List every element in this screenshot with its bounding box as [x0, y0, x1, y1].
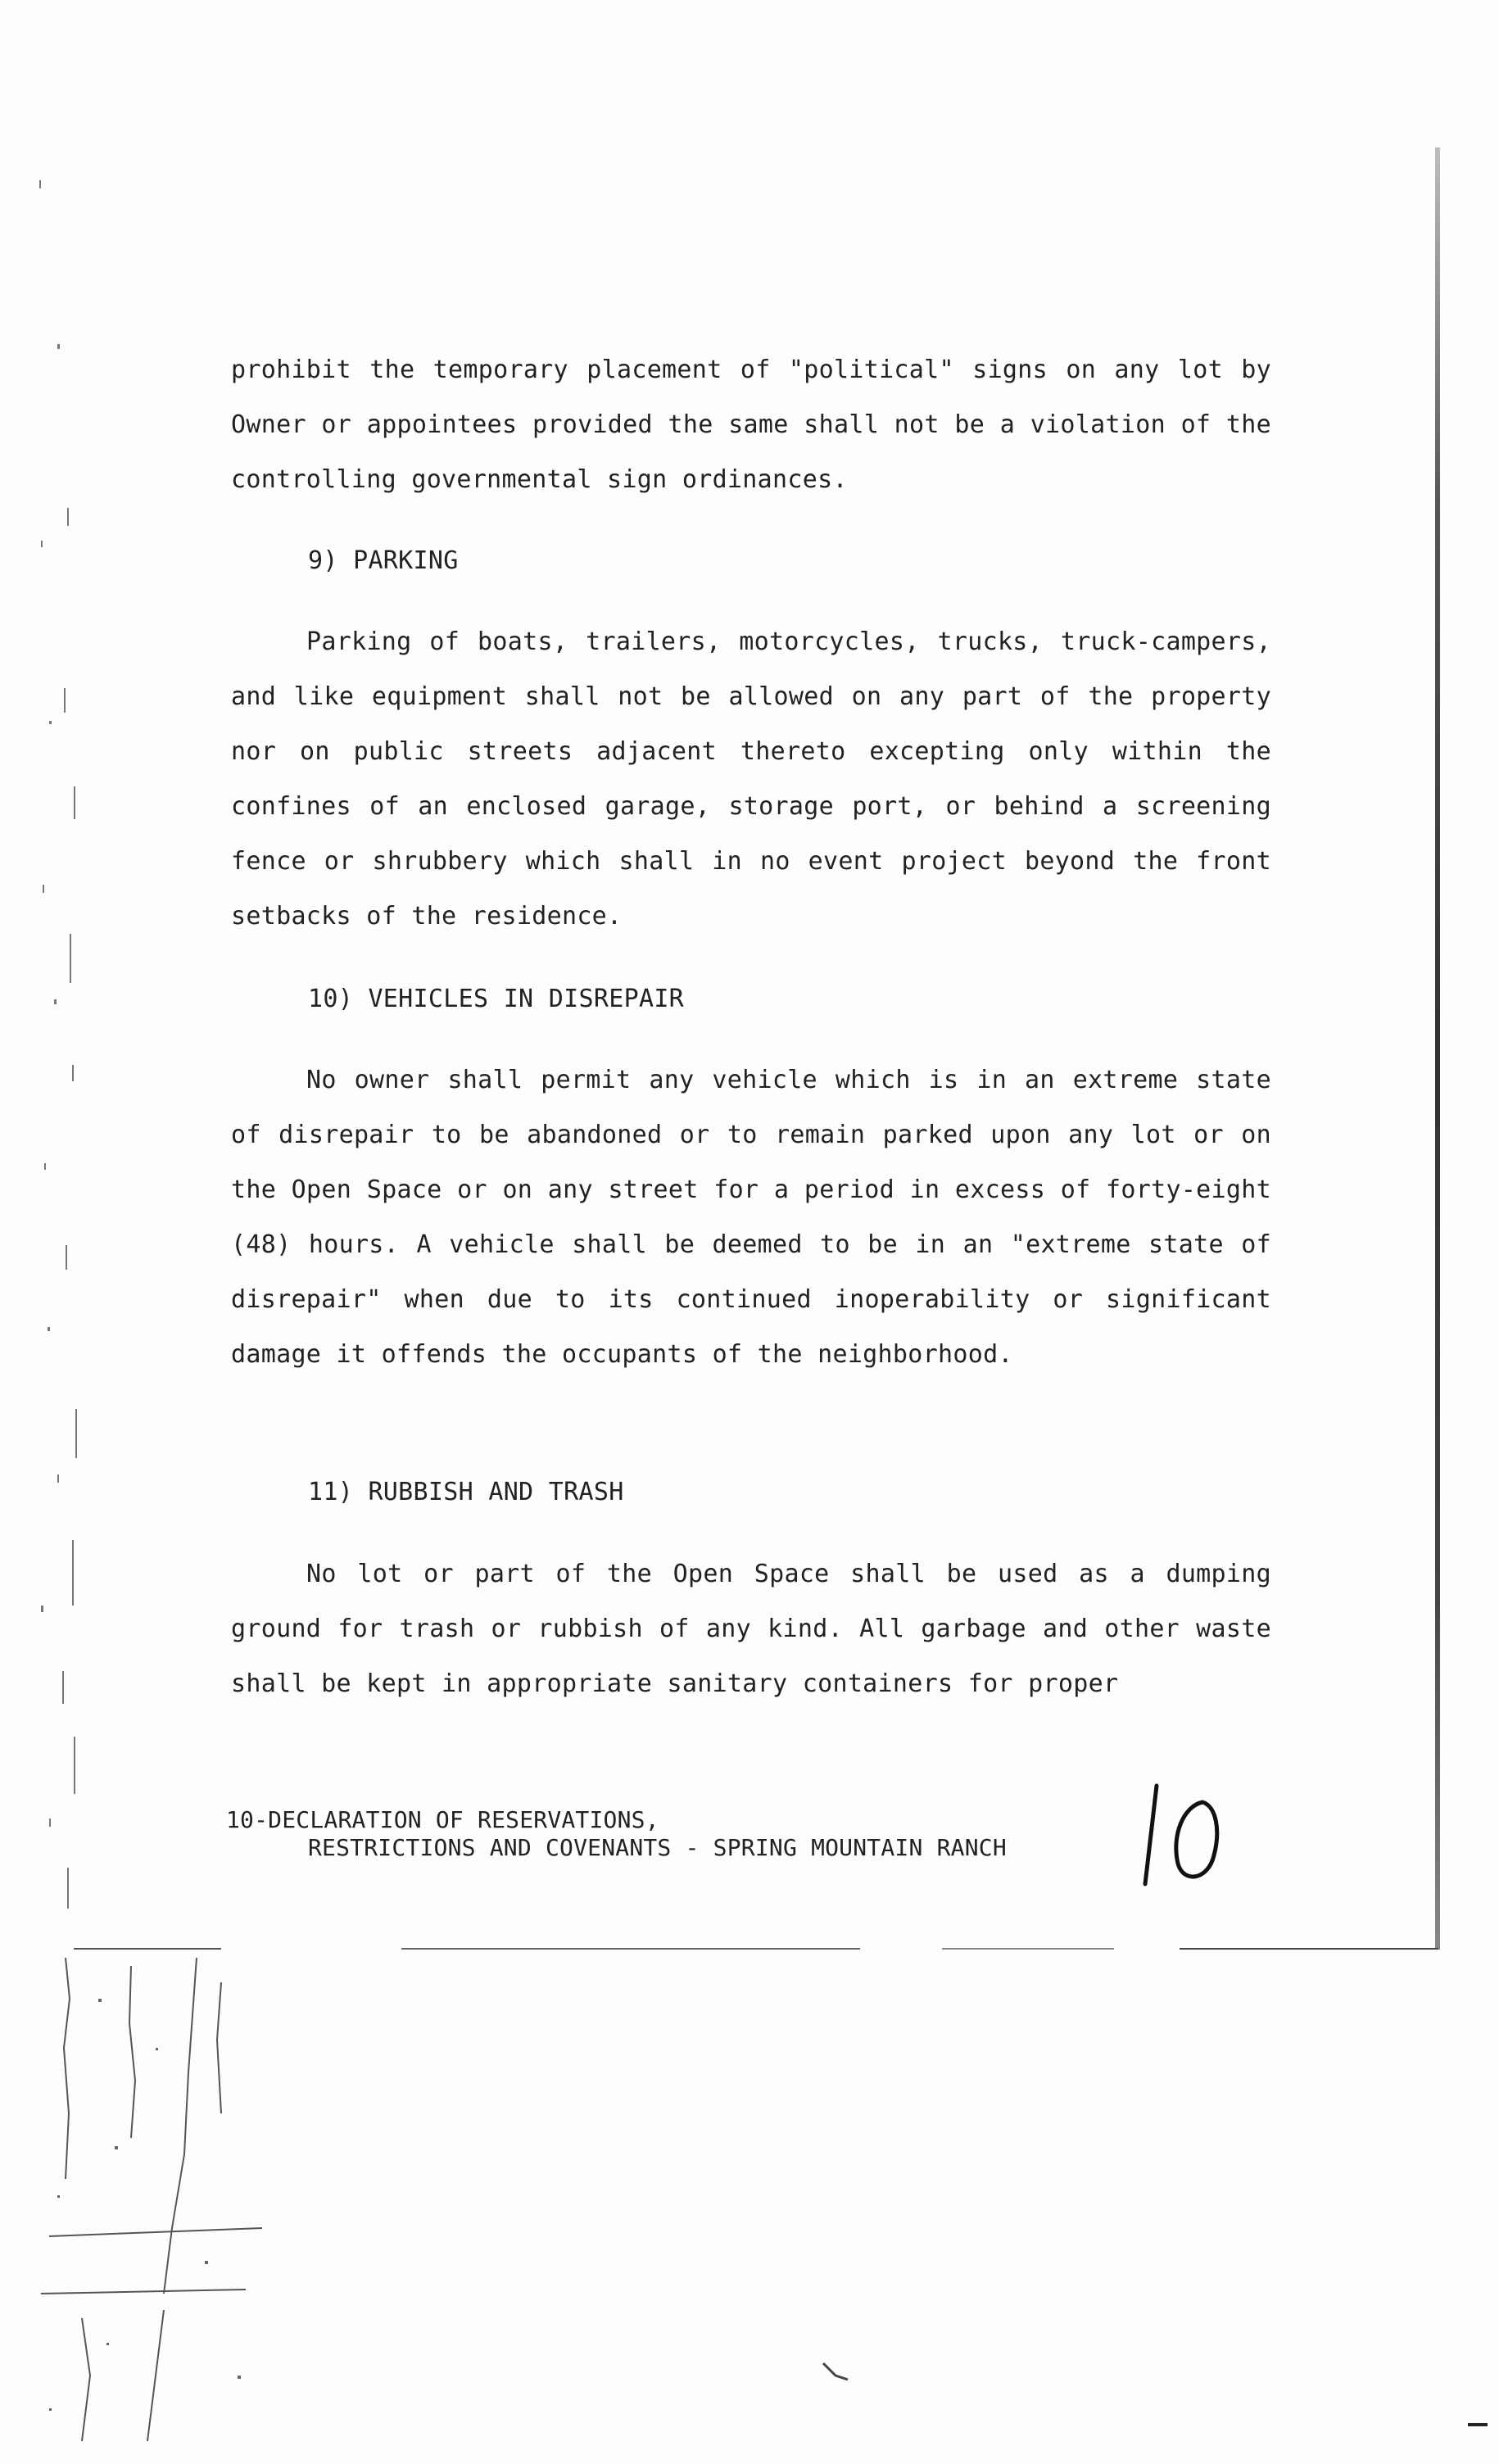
scan-stray-dash	[1468, 2423, 1488, 2426]
section-body-rubbish-and-trash: No lot or part of the Open Space shall be used as a dumping ground for trash or rubbish of any kind. All garbage and other waste shall be kept in appropriate sanitary containers for proper	[231, 1560, 1271, 1698]
section-body-vehicles-in-disrepair: No owner shall permit any vehicle which is in an extreme state of disrepair to be abandoned or to remain parked upon any lot or on the Open Space or on any street for a period in excess of forty-eight (48) hours. A vehicle shall be deemed to be in an "extreme state of disrepair" when due to its continued inoperability or significant damage it offends the occupants of the neighborhood.	[231, 1066, 1271, 1369]
scan-bottom-rule-3	[942, 1948, 1114, 1950]
section-heading-rubbish-and-trash: 11) RUBBISH AND TRASH	[308, 1478, 624, 1506]
scan-noise-corner	[33, 1950, 279, 2457]
footer-line-1: 10-DECLARATION OF RESERVATIONS,	[226, 1806, 659, 1833]
scan-noise-left-margin	[25, 164, 82, 1966]
section-body-parking: Parking of boats, trailers, motorcycles, trucks, truck-campers, and like equipment shall not be allowed on any part of the property nor on public streets adjacent thereto excepting only within the confines of an enclosed garage, storage port, or behind a screening fence or shrubbery which shall in no event project beyond the front setbacks of the residence.	[231, 627, 1271, 931]
footer-line-2: RESTRICTIONS AND COVENANTS - SPRING MOUNTAIN RANCH	[308, 1834, 1007, 1861]
scan-right-border	[1435, 147, 1440, 1950]
handwritten-page-number	[1139, 1778, 1229, 1892]
section-heading-vehicles-in-disrepair: 10) VEHICLES IN DISREPAIR	[308, 985, 685, 1013]
page-footer	[226, 1806, 1007, 1862]
scan-stray-mark	[819, 2359, 852, 2384]
paragraph-political-signs: prohibit the temporary placement of "political" signs on any lot by Owner or appointees provided the same shall not be a violation of the controlling governmental sign ordinances.	[231, 356, 1271, 494]
scan-bottom-rule-2	[401, 1948, 860, 1950]
scan-bottom-rule-4	[1180, 1948, 1438, 1950]
section-heading-parking: 9) PARKING	[308, 546, 459, 575]
